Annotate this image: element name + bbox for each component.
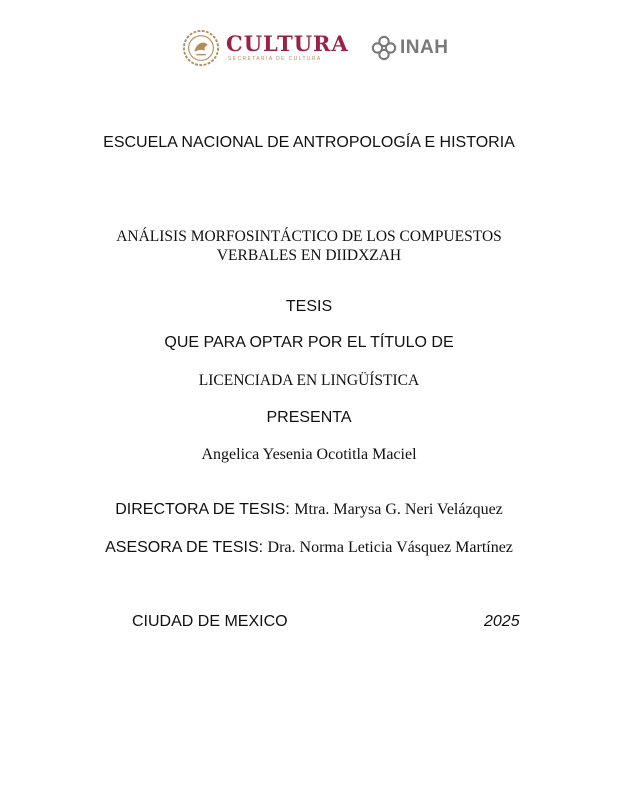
director-line [0, 501, 618, 519]
thesis-title-line2: VERBALES EN DIIDXZAH [216, 247, 402, 264]
inah-knot-icon [370, 34, 398, 62]
cultura-subtitle: SECRETARÍA DE CULTURA [228, 56, 322, 62]
school-name: ESCUELA NACIONAL DE ANTROPOLOGÍA E HISTORIA [103, 134, 515, 151]
presenta-line: PRESENTA [266, 409, 352, 426]
city: CIUDAD DE MEXICO [132, 613, 288, 630]
thesis-title-line1: ANÁLISIS MORFOSINTÁCTICO DE LOS COMPUESTOS [116, 228, 502, 245]
thesis-title [0, 227, 618, 265]
degree-name: LICENCIADA EN LINGÜÍSTICA [198, 372, 420, 389]
director-name: Mtra. Marysa G. Neri Velázquez [294, 501, 503, 518]
mexico-emblem-icon [182, 29, 220, 67]
cultura-logo [182, 28, 349, 68]
asesora-line [0, 539, 618, 557]
director-label: DIRECTORA DE TESIS: [115, 501, 290, 518]
author-name: Angelica Yesenia Ocotitla Maciel [201, 446, 417, 463]
year: 2025 [484, 613, 520, 630]
asesora-label: ASESORA DE TESIS: [105, 539, 264, 556]
optar-line: QUE PARA OPTAR POR EL TÍTULO DE [164, 334, 454, 351]
thesis-type: TESIS [285, 298, 333, 315]
inah-logo [370, 34, 448, 62]
inah-wordmark: INAH [400, 37, 449, 58]
asesora-name: Dra. Norma Leticia Vásquez Martínez [267, 539, 513, 556]
cultura-wordmark: CULTURA [226, 31, 349, 56]
